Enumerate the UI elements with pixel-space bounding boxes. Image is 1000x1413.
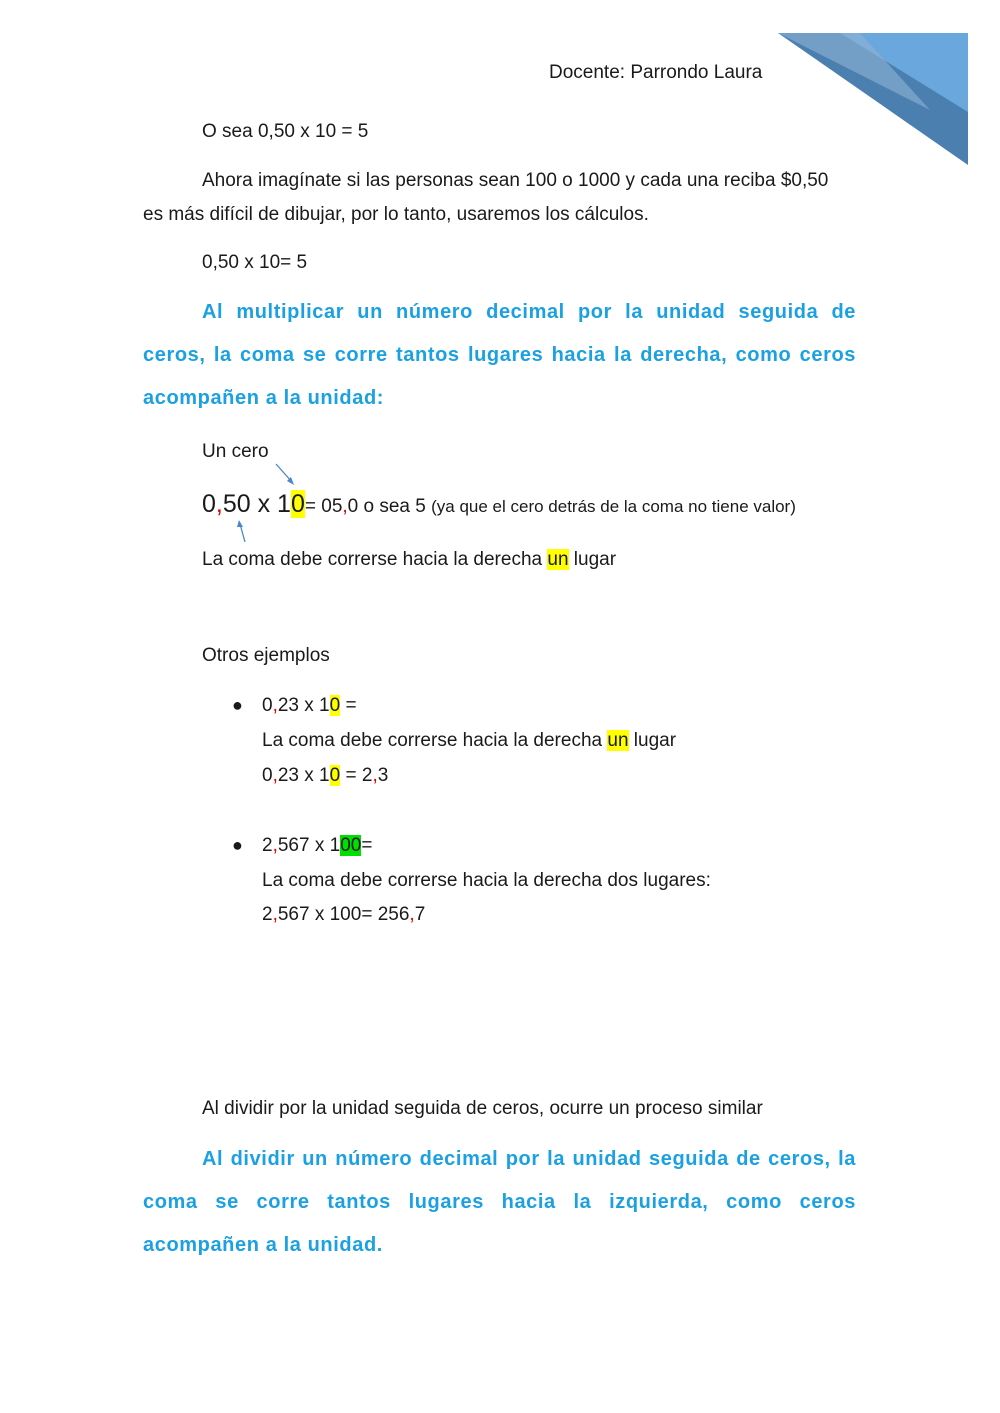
rule-multiply: Al multiplicar un número decimal por la unidad seguida de ceros, la coma se corre tantos lugares hacia la derecha, como ceros acompañen a la unidad: [143, 301, 856, 409]
comma: , [272, 695, 278, 716]
bullet-icon: ● [232, 695, 243, 715]
explain-highlight: un [547, 549, 569, 570]
digits: 50 x 1 [222, 490, 291, 518]
example-label: Un cero [202, 441, 269, 462]
result: = 05 [304, 496, 343, 517]
ex1-explain [262, 730, 676, 752]
digits: 567 x 100= 256 [277, 904, 410, 925]
digit: 2 [262, 904, 273, 925]
digits: = 2 [340, 765, 373, 786]
text-line: es más difícil de dibujar, por lo tanto, usaremos los cálculos. [143, 204, 649, 225]
ex2-explain: La coma debe correrse hacia la derecha dos lugares: [262, 870, 711, 891]
digits: 23 x 1 [277, 695, 330, 716]
comma: , [272, 835, 278, 856]
rule-divide: Al dividir un número decimal por la unidad seguida de ceros, la coma se corre tantos lugares hacia la izquierda, como ceros acompañen a la unidad. [143, 1148, 856, 1256]
bullet-icon: ● [232, 835, 243, 855]
teacher-header: Docente: Parrondo Laura [549, 62, 763, 83]
comma: , [215, 490, 223, 518]
digit: 0 [262, 765, 273, 786]
note: (ya que el cero detrás de la coma no tiene valor) [431, 497, 796, 516]
ex1-result [262, 765, 388, 787]
highlight-zeros: 00 [340, 835, 362, 856]
explain-highlight: un [607, 730, 629, 751]
text-line: Ahora imagínate si las personas sean 100 o 1000 y cada una reciba $0,50 [202, 170, 829, 191]
divide-intro: Al dividir por la unidad seguida de ceros, ocurre un proceso similar [202, 1098, 763, 1119]
text-line: O sea 0,50 x 10 = 5 [202, 121, 369, 142]
comma: , [372, 765, 378, 786]
digits: 7 [414, 904, 426, 925]
digits: 23 x 1 [277, 765, 330, 786]
digits: = [361, 835, 373, 856]
explain-text: La coma debe correrse hacia la derecha [262, 730, 608, 751]
explain-line [202, 549, 616, 571]
ex2-question [262, 835, 372, 857]
comma: , [272, 765, 278, 786]
others-title: Otros ejemplos [202, 645, 330, 666]
comma: , [342, 496, 348, 517]
ex1-question [262, 695, 357, 717]
text-line: 0,50 x 10= 5 [202, 252, 308, 273]
digits: = [340, 695, 357, 716]
result: 0 o sea 5 [347, 496, 426, 517]
highlight-zero: 0 [329, 695, 341, 716]
highlight-zero: 0 [290, 490, 305, 518]
ex2-result [262, 904, 425, 926]
comma: , [409, 904, 415, 925]
explain-text: La coma debe correrse hacia la derecha [202, 549, 548, 570]
digits: 3 [377, 765, 389, 786]
comma: , [272, 904, 278, 925]
explain-text: lugar [628, 730, 677, 751]
digit: 2 [262, 835, 273, 856]
digits: 567 x 1 [277, 835, 341, 856]
highlight-zero: 0 [329, 765, 341, 786]
digit: 0 [202, 490, 216, 518]
explain-text: lugar [568, 549, 617, 570]
main-equation [202, 488, 796, 523]
digit: 0 [262, 695, 273, 716]
